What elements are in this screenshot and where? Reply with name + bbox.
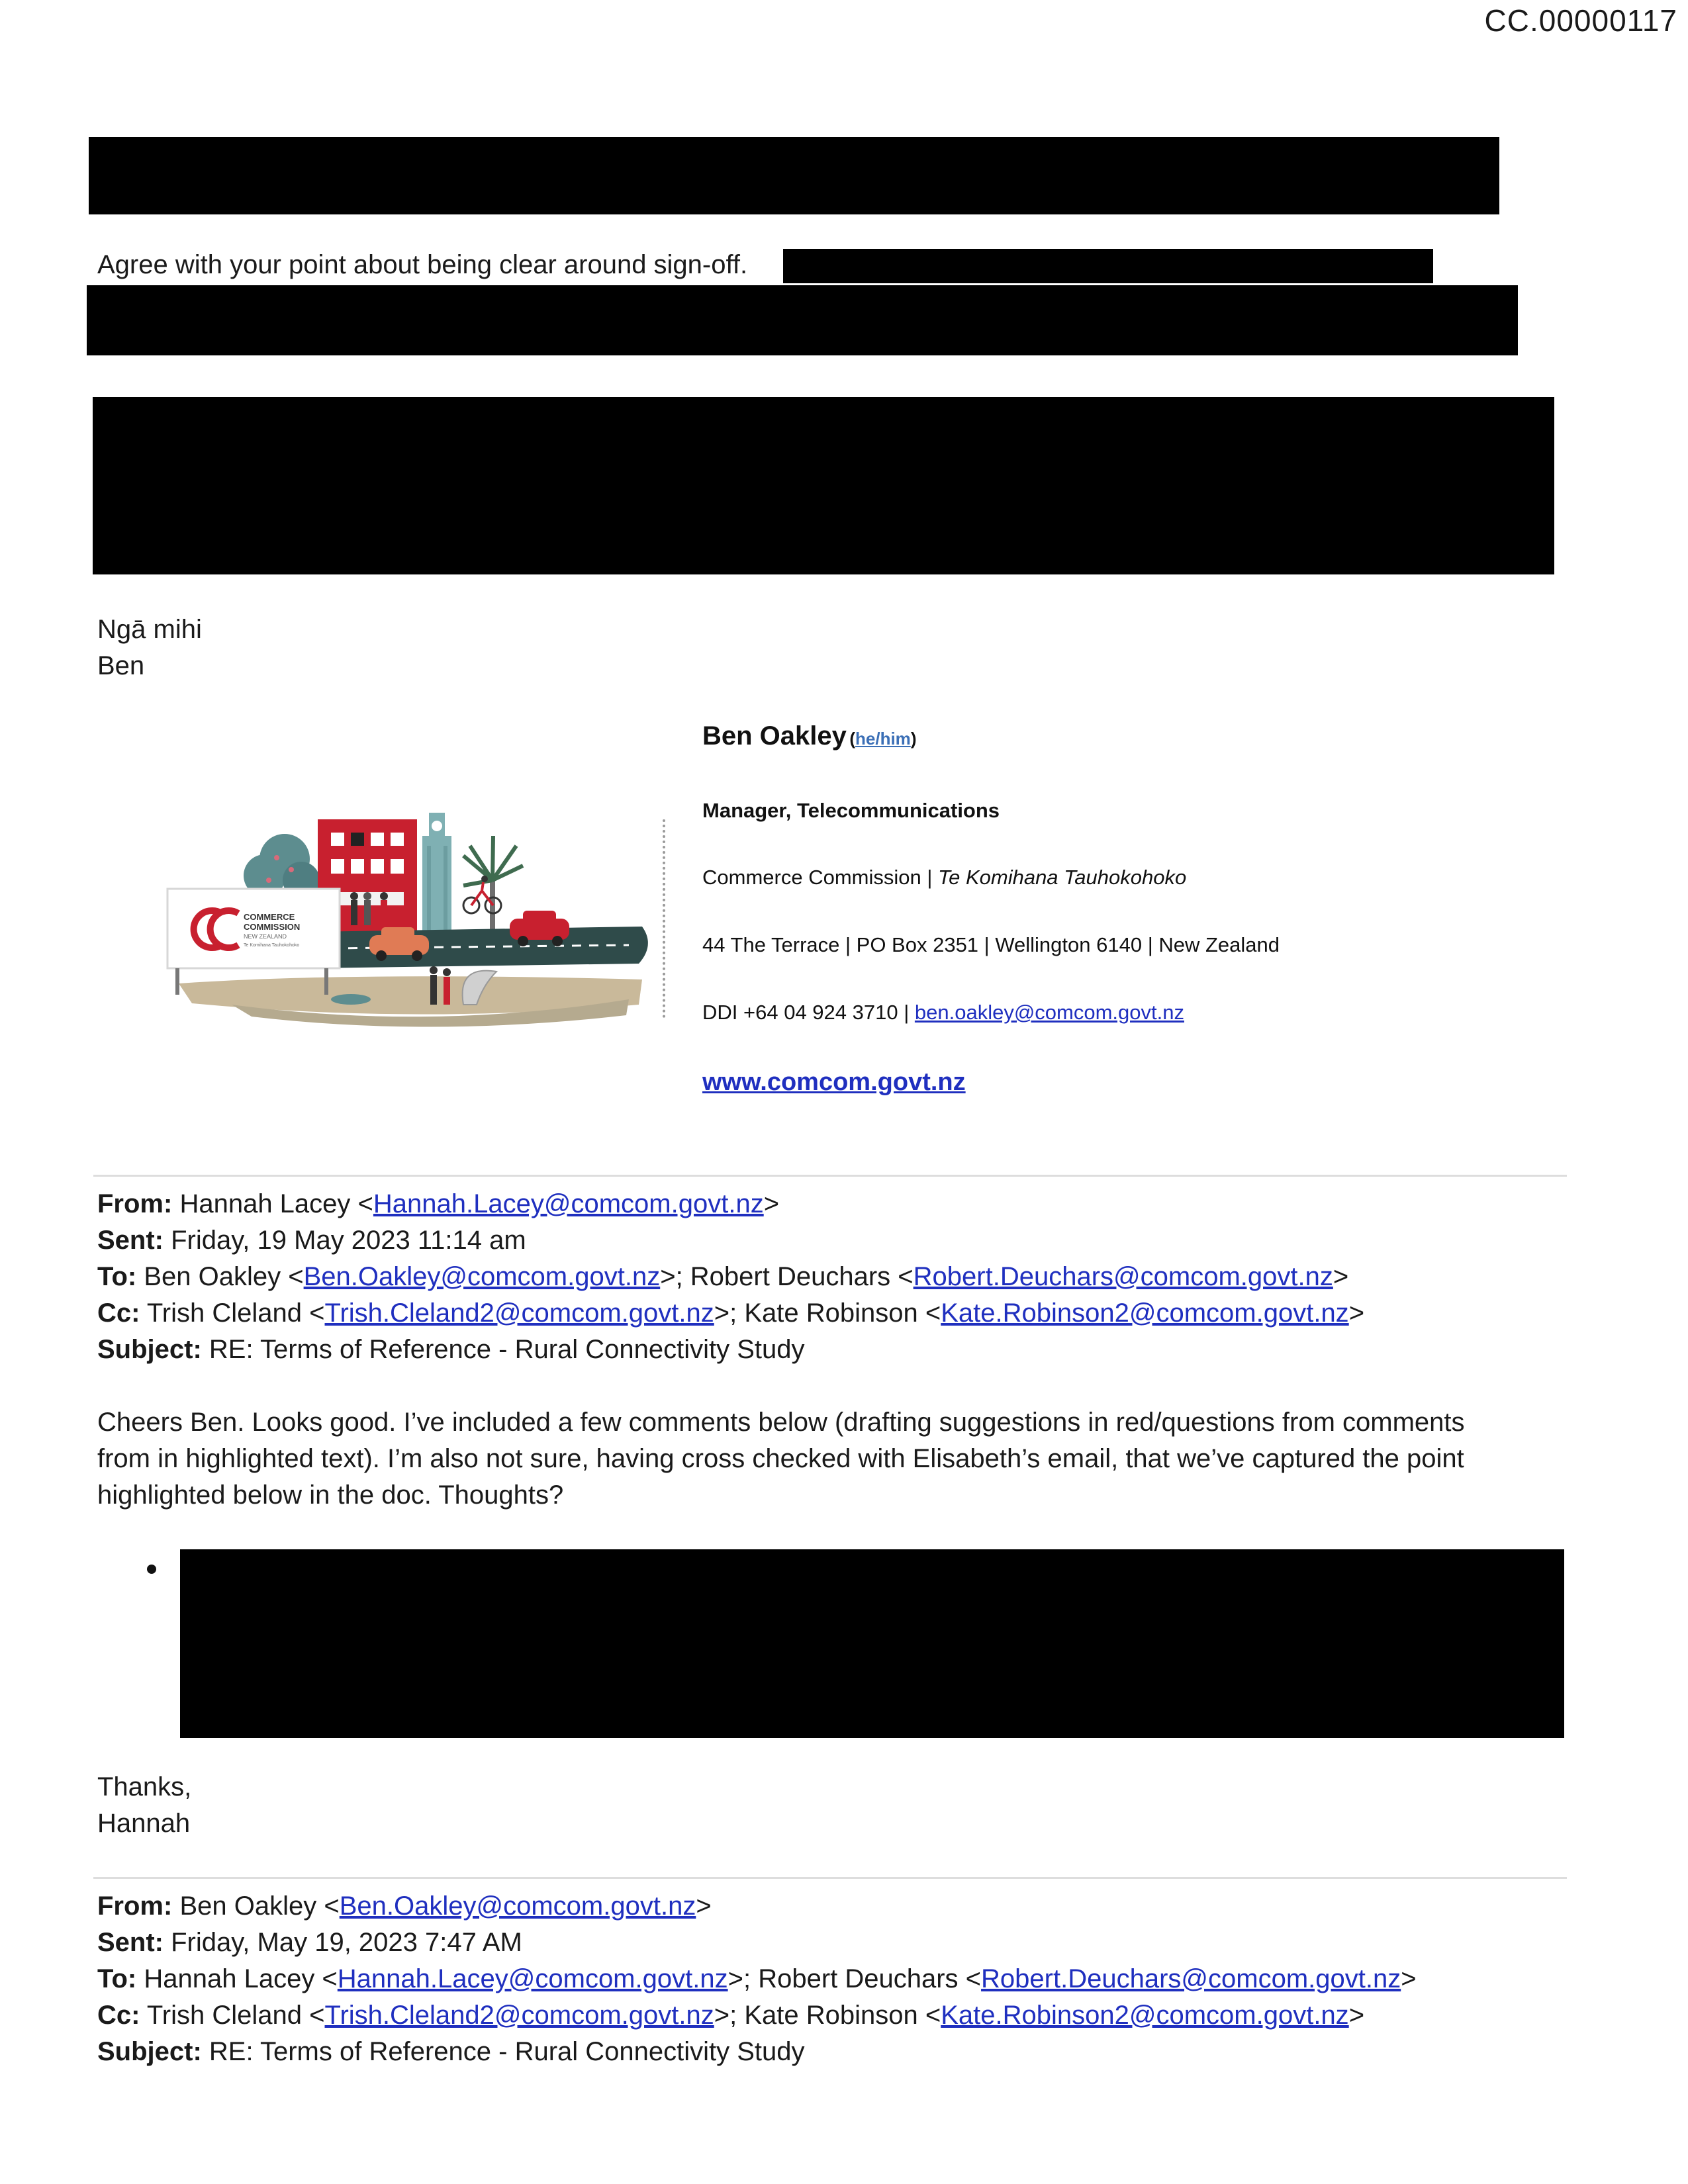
signature-organisation: Commerce Commission | Te Komihana Tauhokohoko <box>702 866 1187 889</box>
commerce-commission-logo-illustration <box>152 806 652 1034</box>
signature-contact <box>702 1001 1184 1024</box>
email2-from: From: Ben Oakley <Ben.Oakley@comcom.govt.nz> <box>97 1891 712 1921</box>
redaction-block <box>180 1549 1564 1738</box>
email-link[interactable]: Hannah.Lacey@comcom.govt.nz <box>337 1964 728 1993</box>
email-link[interactable]: Hannah.Lacey@comcom.govt.nz <box>373 1189 764 1218</box>
document-id: CC.00000117 <box>1484 3 1677 38</box>
email-link[interactable]: Ben.Oakley@comcom.govt.nz <box>303 1262 661 1291</box>
org-name: Commerce Commission <box>702 866 921 889</box>
email1-closing-name: Hannah <box>97 1809 191 1838</box>
email-link[interactable]: Ben.Oakley@comcom.govt.nz <box>339 1891 696 1921</box>
email-link[interactable]: Robert.Deuchars@comcom.govt.nz <box>913 1262 1333 1291</box>
email-link[interactable]: Trish.Cleland2@comcom.govt.nz <box>324 2001 714 2030</box>
logo-text-line1: COMMERCE <box>244 912 295 922</box>
email1-sent: Sent: Friday, 19 May 2023 11:14 am <box>97 1226 526 1255</box>
signature-name-line: Ben Oakley (he/him) <box>702 721 917 751</box>
email1-body-line: Cheers Ben. Looks good. I’ve included a few comments below (drafting suggestions in red/questions from comments <box>97 1408 1465 1437</box>
email-link[interactable]: Kate.Robinson2@comcom.govt.nz <box>941 2001 1349 2030</box>
email2-cc: Cc: Trish Cleland <Trish.Cleland2@comcom.govt.nz>; Kate Robinson <Kate.Robinson2@comcom.govt.nz> <box>97 2001 1365 2030</box>
signature-divider <box>663 819 665 1018</box>
signature-name: Ben Oakley <box>702 721 847 751</box>
signature-email-link[interactable]: ben.oakley@comcom.govt.nz <box>914 1001 1184 1024</box>
logo-text-line2: COMMISSION <box>244 922 301 932</box>
email2-subject: Subject: RE: Terms of Reference - Rural Connectivity Study <box>97 2037 805 2066</box>
email-separator <box>93 1175 1567 1177</box>
lead-text: Agree with your point about being clear around sign-off. <box>97 250 748 279</box>
email1-body-line: highlighted below in the doc. Thoughts? <box>97 1480 564 1510</box>
redaction-block <box>87 285 1518 355</box>
email1-body-line: from in highlighted text). I’m also not sure, having cross checked with Elisabeth’s email, that we’ve captured the point <box>97 1444 1464 1473</box>
email2-to: To: Hannah Lacey <Hannah.Lacey@comcom.govt.nz>; Robert Deuchars <Robert.Deuchars@comcom.govt.nz> <box>97 1964 1417 1993</box>
signature-title: Manager, Telecommunications <box>702 799 1000 822</box>
email1-closing: Thanks, <box>97 1772 192 1801</box>
signature-address: 44 The Terrace | PO Box 2351 | Wellington 6140 | New Zealand <box>702 933 1280 956</box>
redaction-block <box>93 397 1554 574</box>
email-link[interactable]: Robert.Deuchars@comcom.govt.nz <box>981 1964 1401 1993</box>
logo-text-line3: NEW ZEALAND <box>244 933 287 940</box>
email1-to: To: Ben Oakley <Ben.Oakley@comcom.govt.nz>; Robert Deuchars <Robert.Deuchars@comcom.govt.nz> <box>97 1262 1349 1291</box>
redaction-block <box>89 137 1499 214</box>
logo-text-line4: Te Komihana Tauhokohoko <box>244 943 300 948</box>
email2-sent: Sent: Friday, May 19, 2023 7:47 AM <box>97 1928 522 1957</box>
closing-greeting: Ngā mihi <box>97 615 202 644</box>
bullet-point <box>147 1565 156 1574</box>
website-link[interactable]: www.comcom.govt.nz <box>702 1068 966 1096</box>
closing-name: Ben <box>97 651 145 680</box>
org-name-maori: Te Komihana Tauhokohoko <box>938 866 1187 889</box>
signature-ddi: DDI +64 04 924 3710 | <box>702 1001 915 1024</box>
email1-subject: Subject: RE: Terms of Reference - Rural Connectivity Study <box>97 1335 805 1364</box>
email-separator <box>93 1877 1567 1879</box>
redaction-block <box>783 249 1433 283</box>
email1-from: From: Hannah Lacey <Hannah.Lacey@comcom.govt.nz> <box>97 1189 780 1218</box>
email-link[interactable]: Kate.Robinson2@comcom.govt.nz <box>941 1298 1349 1328</box>
email1-cc: Cc: Trish Cleland <Trish.Cleland2@comcom.govt.nz>; Kate Robinson <Kate.Robinson2@comcom.govt.nz> <box>97 1298 1365 1328</box>
email-link[interactable]: Trish.Cleland2@comcom.govt.nz <box>324 1298 714 1328</box>
pronouns-link[interactable]: he/him <box>855 729 911 749</box>
